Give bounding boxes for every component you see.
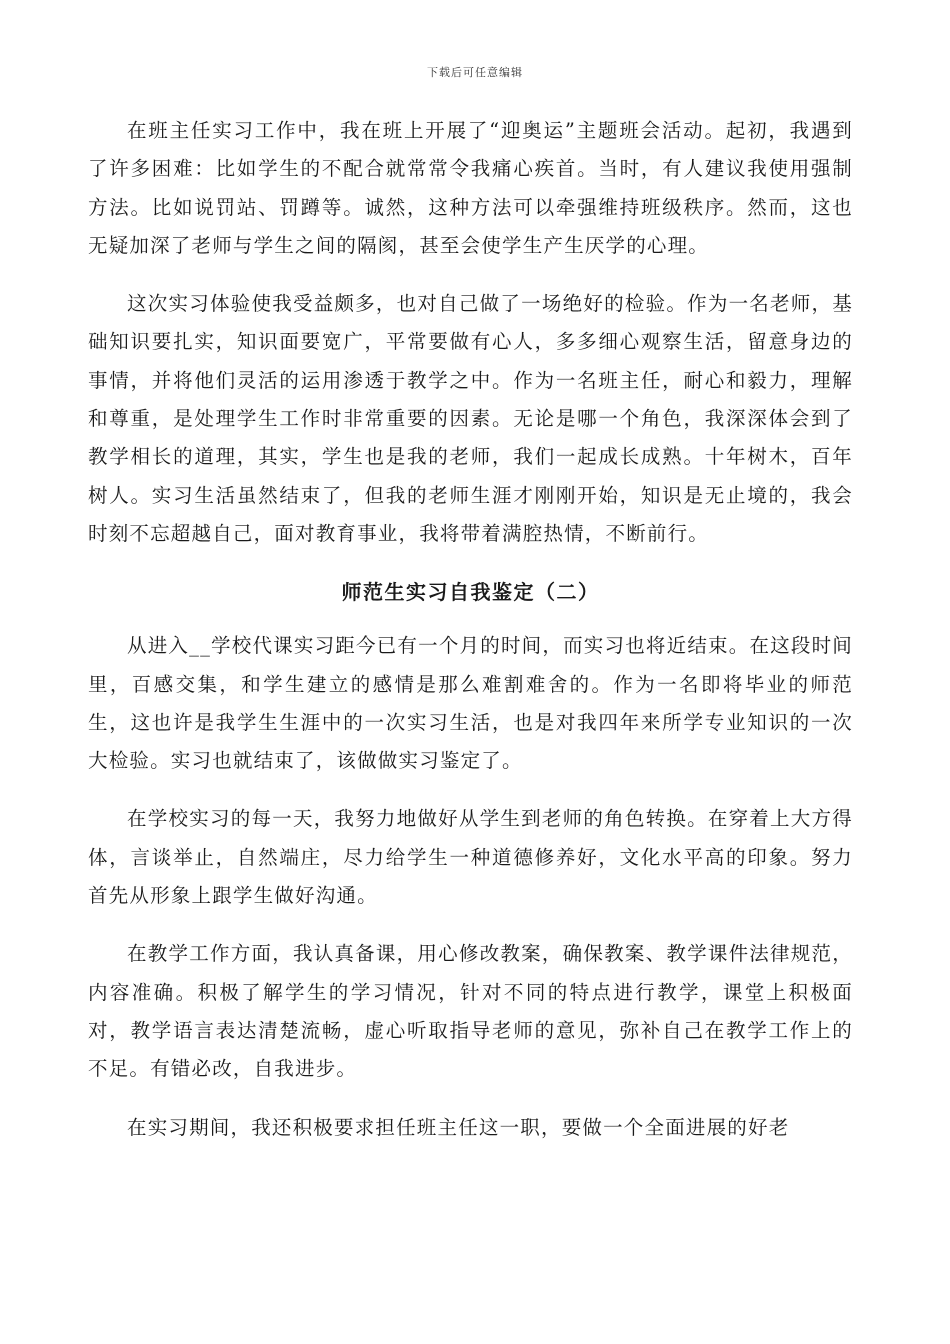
body-paragraph: 这次实习体验使我受益颇多，也对自己做了一场绝好的检验。作为一名老师，基础知识要扎实，知识面要宽广，平常要做有心人，多多细心观察生活，留意身边的事情，并将他们灵活的运用渗透于教学之中。作为一名班主任，耐心和毅力，理解和尊重，是处理学生工作时非常重要的因素。无论是哪一个角色，我深深体会到了教学相长的道理，其实，学生也是我的老师，我们一起成长成熟。十年树木，百年树人。实习生活虽然结束了，但我的老师生涯才刚刚开始，知识是无止境的，我会时刻不忘超越自己，面对教育事业，我将带着满腔热情，不断前行。 — [88, 292, 853, 545]
body-paragraph: 在教学工作方面，我认真备课，用心修改教案，确保教案、教学课件法律规范，内容准确。积极了解学生的学习情况，针对不同的特点进行教学，课堂上积极面对，教学语言表达清楚流畅，虚心听取指导老师的意见，弥补自己在教学工作上的不足。有错必改，自我进步。 — [88, 942, 853, 1081]
document-body — [88, 112, 853, 1147]
page-header-note: 下载后可任意编辑 — [427, 66, 523, 79]
body-paragraph: 在学校实习的每一天，我努力地做好从学生到老师的角色转换。在穿着上大方得体，言谈举止，自然端庄，尽力给学生一种道德修养好，文化水平高的印象。努力首先从形象上跟学生做好沟通。 — [88, 807, 853, 908]
body-paragraph: 从进入__学校代课实习距今已有一个月的时间，而实习也将近结束。在这段时间里，百感交集，和学生建立的感情是那么难割难舍的。作为一名即将毕业的师范生，这也许是我学生生涯中的一次实习生活，也是对我四年来所学专业知识的一次大检验。实习也就结束了，该做做实习鉴定了。 — [88, 634, 853, 773]
body-paragraph: 在实习期间，我还积极要求担任班主任这一职，要做一个全面进展的好老 — [127, 1115, 790, 1139]
body-paragraph: 在班主任实习工作中，我在班上开展了“迎奥运”主题班会活动。起初，我遇到了许多困难：比如学生的不配合就常常令我痛心疾首。当时，有人建议我使用强制方法。比如说罚站、罚蹲等。诚然，这种方法可以牵强维持班级秩序。然而，这也无疑加深了老师与学生之间的隔阂，甚至会使学生产生厌学的心理。 — [88, 119, 853, 257]
section-title: 师范生实习自我鉴定（二） — [341, 580, 600, 605]
